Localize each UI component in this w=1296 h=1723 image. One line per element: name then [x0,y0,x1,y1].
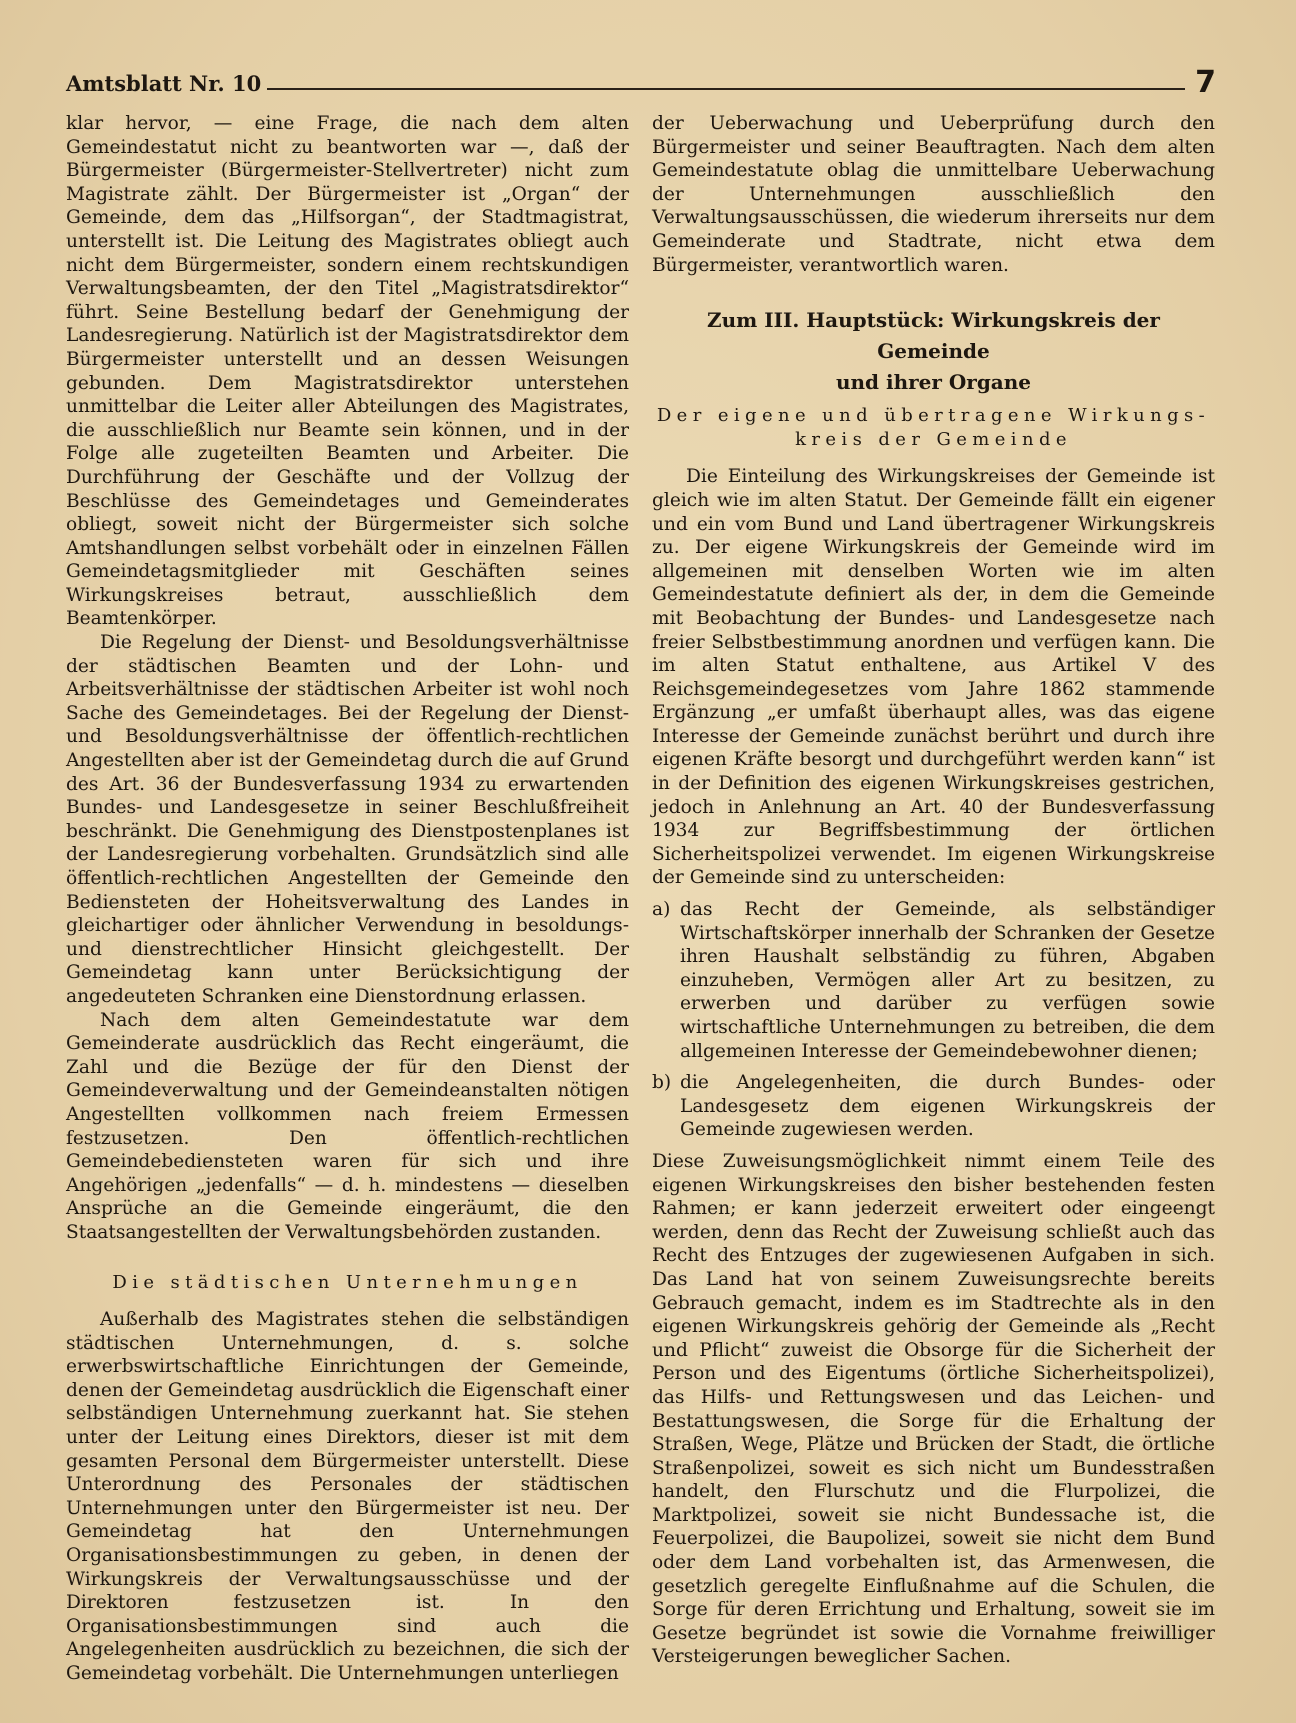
left-paragraph-3: Nach dem alten Gemeindestatute war dem Gemeinderate ausdrücklich das Recht eingeräumt, die Zahl und die Bezüge der für den Dienst der Gemeindeverwaltung und der Gemeindeanstalten nötigen Angestellten vollkommen nach freiem Ermessen festzusetzen. Den öffentlich-rechtlichen Gemeindebediensteten waren für sich und ihre Angehörigen „jedenfalls“ — d. h. mindestens — dieselben Ansprüche an die Gemeinde eingeräumt, die den Staatsangestellten der Verwaltungsbehörden zustanden. [66,1009,629,1243]
right-paragraph-3: Diese Zuweisungsmöglichkeit nimmt einem Teile des eigenen Wirkungskreises den bisher bestehenden festen Rahmen; er kann jederzeit erweitert oder eingeengt werden, denn das Recht der Zuweisung schließt auch das Recht des Entzuges der zugewiesenen Aufgaben in sich. Das Land hat von seinem Zuweisungsrechte bereits Gebrauch gemacht, indem es im Stadtrechte als in den eigenen Wirkungskreis gehörig der Gemeinde als „Recht und Pflicht“ zuweist die Obsorge für die Sicherheit der Person und des Eigentums (örtliche Sicherheitspolizei), das Hilfs- und Rettungswesen und das Leichen- und Bestattungswesen, die Sorge für die Erhaltung der Straßen, Wege, Plätze und Brücken der Stadt, die örtliche Straßenpolizei, soweit es sich nicht um Bundesstraßen handelt, den Flurschutz und die Flurpolizei, die Marktpolizei, soweit sie nicht Bundessache ist, die Feuerpolizei, die Baupolizei, soweit sie nicht dem Bund oder dem Land vorbehalten ist, das Armenwesen, die gesetzlich geregelte Einflußnahme auf die Schulen, die Sorge für deren Errichtung und Erhaltung, soweit sie im Gesetze begründet ist sowie die Vornahme freiwilliger Versteigerungen beweglicher Sachen. [652,1150,1215,1668]
list-item-label: b) [652,1072,672,1094]
left-column [66,112,629,1686]
list-item [652,898,1215,1063]
left-paragraph-1: klar hervor, — eine Frage, die nach dem alten Gemeindestatut nicht zu beantworten war —, daß der Bürgermeister (Bürgermeister-Stellvertreter) nicht zum Magistrate zählt. Der Bürgermeister ist „Organ“ der Gemeinde, dem das „Hilfsorgan“, der Stadtmagistrat, unterstellt ist. Die Leitung des Magistrates obliegt auch nicht dem Bürgermeister, sondern einem rechtskundigen Verwaltungsbeamten, der den Titel „Magistratsdirektor“ führt. Seine Bestellung bedarf der Genehmigung der Landesregierung. Natürlich ist der Magistratsdirektor dem Bürgermeister unterstellt und an dessen Weisungen gebunden. Dem Magistratsdirektor unterstehen unmittelbar die Leiter aller Abteilungen des Magistrates, die ausschließlich nur Beamte sein können, und in der Folge alle zugeteilten Beamten und Arbeiter. Die Durchführung der Geschäfte und der Vollzug der Beschlüsse des Gemeindetages und Gemeinderates obliegt, soweit nicht der Bürgermeister sich solche Amtshandlungen selbst vorbehält oder in einzelnen Fällen Gemeindetagsmitglieder mit Geschäften seines Wirkungskreises betraut, ausschließlich dem Beamtenkörper. [66,113,629,630]
left-paragraph-2: Die Regelung der Dienst- und Besoldungsverhältnisse der städtischen Beamten und der Lohn- und Arbeitsverhältnisse der städtischen Arbeiter ist wohl noch Sache des Gemeindetages. Bei der Regelung der Dienst- und Besoldungsverhältnisse der öffentlich-rechtlichen Angestellten aber ist der Gemeindetag durch die auf Grund des Art. 36 der Bundesverfassung 1934 zu erwartenden Bundes- und Landesgesetze in seiner Beschlußfreiheit beschränkt. Die Genehmigung des Dienstpostenplanes ist der Landesregierung vorbehalten. Grundsätzlich sind alle öffentlich-rechtlichen Angestellten der Gemeinde den Bediensteten der Hoheitsverwaltung des Landes in gleichartiger oder ähnlicher Verwendung in besoldungs- und dienstrechtlicher Hinsicht gleichgestellt. Der Gemeindetag kann unter Berücksichtigung der angedeuteten Schranken eine Dienstordnung erlassen. [66,632,629,1007]
right-column [652,112,1215,1669]
subheading-line-2: kreis der Gemeinde [795,428,1072,450]
list-item-text: das Recht der Gemeinde, als selbständiger Wirtschaftskörper innerhalb der Schranken der Gesetze ihren Haushalt selbständig zu führen, Abgaben einzuheben, Vermögen aller Art zu besitzen, zu erwerben und darüber zu verfügen sowie wirtschaftliche Unternehmungen zu betreiben, die dem allgemeinen Interesse der Gemeindebewohner dienen; [680,899,1215,1062]
right-paragraph-1: der Ueberwachung und Ueberprüfung durch den Bürgermeister und seiner Beauftragten. Nach dem alten Gemeindestatute oblag die unmittelbare Ueberwachung der Unternehmungen ausschließlich den Verwaltungsausschüssen, die wiederum ihrerseits nur dem Gemeinderate und Stadtrate, nicht etwa dem Bürgermeister, verantwortlich waren. [652,113,1215,276]
chapter-heading-line-2: und ihrer Organe [835,370,1032,395]
enumerated-list [652,898,1215,1142]
subheading-wirkungskreis [652,404,1215,451]
chapter-heading-line-1: Zum III. Hauptstück: Wirkungskreis der Gemeinde [707,308,1160,364]
list-item-label: a) [652,899,671,921]
list-item-text: die Angelegenheiten, die durch Bundes- oder Landesgesetz dem eigenen Wirkungskreis der Gemeinde zugewiesen werden. [680,1072,1215,1141]
chapter-heading [652,305,1215,398]
page-number: 7 [1195,65,1216,100]
publication-title: Amtsblatt Nr. 10 [66,71,262,96]
left-paragraph-4: Außerhalb des Magistrates stehen die selbständigen städtischen Unternehmungen, d. s. solche erwerbswirtschaftliche Einrichtungen der Gemeinde, denen der Gemeindetag ausdrücklich die Eigenschaft einer selbständigen Unternehmung zuerkannt hat. Sie stehen unter der Leitung eines Direktors, dieser ist mit dem gesamten Personal dem Bürgermeister unterstellt. Diese Unterordnung des Personales der städtischen Unternehmungen unter den Bürgermeister ist neu. Der Gemeindetag hat den Unternehmungen Organisationsbestimmungen zu geben, in denen der Wirkungskreis der Verwaltungsausschüsse und der Direktoren festzusetzen ist. In den Organisationsbestimmungen sind auch die Angelegenheiten ausdrücklich zu bezeichnen, die sich der Gemeindetag vorbehält. Die Unternehmungen unterliegen [66,1309,629,1684]
page-header [66,62,1216,98]
subheading-line-1: Der eigene und übertragene Wirkungs- [656,405,1211,427]
subheading-staedtische-unternehmungen: Die städtischen Unternehmungen [112,1271,583,1293]
right-paragraph-2: Die Einteilung des Wirkungskreises der Gemeinde ist gleich wie im alten Statut. Der Gemeinde fällt ein eigener und ein vom Bund und Land übertragener Wirkungskreis zu. Der eigene Wirkungskreis der Gemeinde wird im allgemeinen mit denselben Worten wie im alten Gemeindestatute definiert als der, in dem die Gemeinde mit Beobachtung der Bundes- und Landesgesetze nach freier Selbstbestimmung anordnen und verfügen kann. Die im alten Statut enthaltene, aus Artikel V des Reichsgemeindegesetzes vom Jahre 1862 stammende Ergänzung „er umfaßt überhaupt alles, was das eigene Interesse der Gemeinde zunächst berührt und durch ihre eigenen Kräfte besorgt und durchgeführt werden kann“ ist in der Definition des eigenen Wirkungskreises gestrichen, jedoch in Anlehnung an Art. 40 der Bundesverfassung 1934 zur Begriffsbestimmung der örtlichen Sicherheitspolizei verwendet. Im eigenen Wirkungskreise der Gemeinde sind zu unterscheiden: [652,466,1215,889]
header-rule [267,88,1185,90]
list-item [652,1071,1215,1142]
